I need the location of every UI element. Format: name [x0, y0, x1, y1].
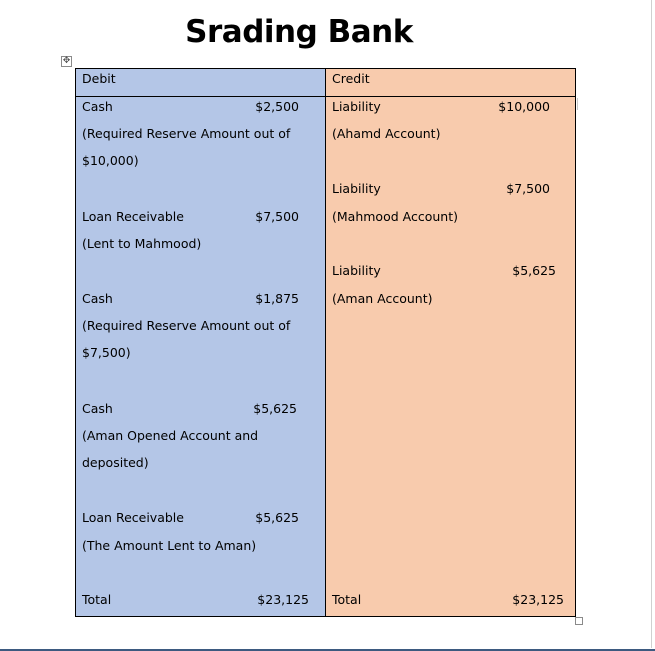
- debit-entry-note: deposited): [82, 455, 149, 470]
- credit-column: [326, 69, 575, 616]
- credit-entry-label: Liability: [332, 181, 381, 196]
- debit-entry-note: (Required Reserve Amount out of: [82, 318, 291, 333]
- credit-total-label: Total: [332, 592, 362, 607]
- debit-entry-label: Cash: [82, 99, 113, 114]
- debit-entry-label: Loan Receivable: [82, 209, 184, 224]
- credit-entry-label: Liability: [332, 99, 381, 114]
- debit-entry-label: Cash: [82, 291, 113, 306]
- debit-entry-note: $7,500): [82, 345, 131, 360]
- credit-total-amount: $23,125: [512, 592, 564, 607]
- debit-entry-note: (Aman Opened Account and: [82, 428, 259, 443]
- debit-entry-amount: $1,875: [255, 291, 299, 306]
- credit-entry-note: (Mahmood Account): [332, 209, 458, 224]
- debit-entry-label: Loan Receivable: [82, 510, 184, 525]
- debit-header: Debit: [76, 69, 325, 97]
- debit-entry-note: (Lent to Mahmood): [82, 236, 202, 251]
- debit-entry-amount: $5,625: [253, 401, 297, 416]
- document-title: Srading Bank: [185, 14, 413, 50]
- credit-entry-amount: $10,000: [498, 99, 550, 114]
- debit-entry-note: $10,000): [82, 153, 139, 168]
- debit-entry-amount: $2,500: [255, 99, 299, 114]
- table-move-handle-icon[interactable]: ✥: [62, 56, 71, 66]
- credit-entry-amount: $7,500: [506, 181, 550, 196]
- debit-entry-note: (The Amount Lent to Aman): [82, 538, 257, 553]
- debit-entry-amount: $7,500: [255, 209, 299, 224]
- table-resize-handle-icon[interactable]: [575, 617, 583, 625]
- t-account-table: [75, 68, 576, 617]
- debit-entry-amount: $5,625: [255, 510, 299, 525]
- credit-entry-amount: $5,625: [512, 263, 556, 278]
- page-edge-divider: [651, 0, 652, 648]
- debit-total-amount: $23,125: [257, 592, 309, 607]
- debit-total-label: Total: [82, 592, 112, 607]
- debit-entry-label: Cash: [82, 401, 113, 416]
- credit-entry-note: (Ahamd Account): [332, 126, 441, 141]
- debit-entry-note: (Required Reserve Amount out of: [82, 126, 291, 141]
- debit-column: [76, 69, 326, 616]
- credit-header: Credit: [326, 69, 575, 97]
- credit-entry-label: Liability: [332, 263, 381, 278]
- end-of-row-marker: [577, 98, 578, 110]
- credit-entry-note: (Aman Account): [332, 291, 433, 306]
